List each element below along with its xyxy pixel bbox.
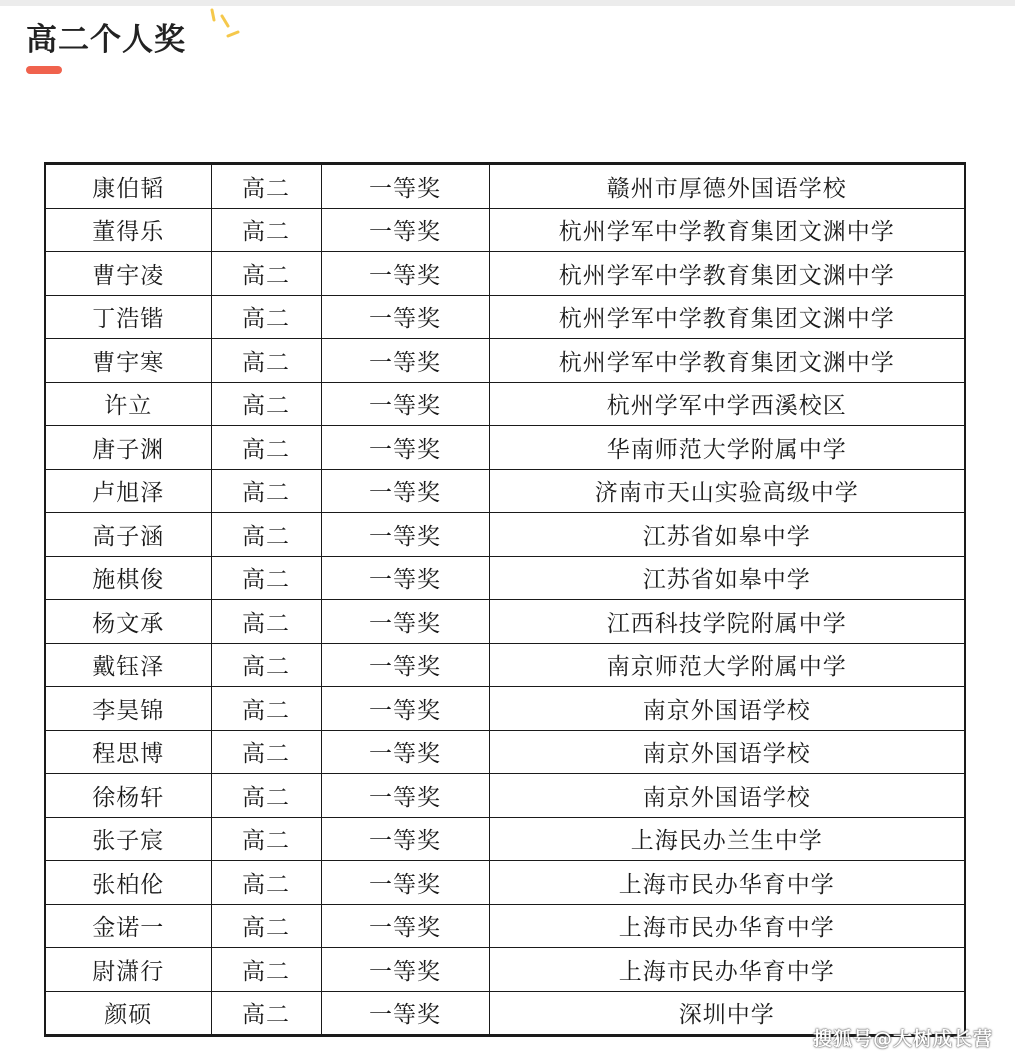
school-name-cell: 江西科技学院附属中学	[489, 600, 965, 644]
student-name-cell: 李昊锦	[45, 687, 211, 731]
award-level-cell: 一等奖	[321, 774, 489, 818]
grade-cell: 高二	[211, 861, 321, 905]
school-name-cell: 南京外国语学校	[489, 687, 965, 731]
top-bar	[0, 0, 1015, 6]
school-name-cell: 上海市民办华育中学	[489, 861, 965, 905]
grade-cell: 高二	[211, 252, 321, 296]
title-underline	[26, 66, 62, 74]
table-row	[45, 164, 965, 209]
school-name-cell: 上海市民办华育中学	[489, 948, 965, 992]
school-name-cell: 杭州学军中学教育集团文渊中学	[489, 295, 965, 339]
school-name-cell: 江苏省如皋中学	[489, 556, 965, 600]
student-name-cell: 许立	[45, 382, 211, 426]
award-level-cell: 一等奖	[321, 904, 489, 948]
table-row	[45, 861, 965, 905]
school-name-cell: 杭州学军中学教育集团文渊中学	[489, 208, 965, 252]
grade-cell: 高二	[211, 513, 321, 557]
award-level-cell: 一等奖	[321, 513, 489, 557]
table-row	[45, 469, 965, 513]
student-name-cell: 曹宇凌	[45, 252, 211, 296]
table-row	[45, 600, 965, 644]
table-row	[45, 948, 965, 992]
school-name-cell: 南京师范大学附属中学	[489, 643, 965, 687]
award-table-body	[45, 164, 965, 1036]
grade-cell: 高二	[211, 687, 321, 731]
award-level-cell: 一等奖	[321, 426, 489, 470]
student-name-cell: 金诺一	[45, 904, 211, 948]
award-level-cell: 一等奖	[321, 730, 489, 774]
table-row	[45, 904, 965, 948]
grade-cell: 高二	[211, 643, 321, 687]
school-name-cell: 上海民办兰生中学	[489, 817, 965, 861]
student-name-cell: 颜硕	[45, 991, 211, 1036]
student-name-cell: 董得乐	[45, 208, 211, 252]
award-level-cell: 一等奖	[321, 556, 489, 600]
table-row	[45, 252, 965, 296]
award-level-cell: 一等奖	[321, 687, 489, 731]
school-name-cell: 南京外国语学校	[489, 730, 965, 774]
table-row	[45, 730, 965, 774]
award-level-cell: 一等奖	[321, 991, 489, 1036]
table-row	[45, 339, 965, 383]
award-level-cell: 一等奖	[321, 600, 489, 644]
grade-cell: 高二	[211, 469, 321, 513]
school-name-cell: 华南师范大学附属中学	[489, 426, 965, 470]
grade-cell: 高二	[211, 817, 321, 861]
school-name-cell: 江苏省如皋中学	[489, 513, 965, 557]
table-row	[45, 556, 965, 600]
table-row	[45, 774, 965, 818]
award-level-cell: 一等奖	[321, 861, 489, 905]
grade-cell: 高二	[211, 426, 321, 470]
student-name-cell: 杨文承	[45, 600, 211, 644]
award-table	[44, 162, 966, 1037]
grade-cell: 高二	[211, 164, 321, 209]
grade-cell: 高二	[211, 730, 321, 774]
table-row	[45, 208, 965, 252]
student-name-cell: 康伯韬	[45, 164, 211, 209]
grade-cell: 高二	[211, 774, 321, 818]
school-name-cell: 上海市民办华育中学	[489, 904, 965, 948]
table-row	[45, 817, 965, 861]
student-name-cell: 戴钰泽	[45, 643, 211, 687]
watermark: 搜狐号@大树成长营	[812, 1028, 993, 1050]
grade-cell: 高二	[211, 948, 321, 992]
award-level-cell: 一等奖	[321, 208, 489, 252]
student-name-cell: 唐子渊	[45, 426, 211, 470]
student-name-cell: 丁浩锴	[45, 295, 211, 339]
student-name-cell: 施棋俊	[45, 556, 211, 600]
award-level-cell: 一等奖	[321, 643, 489, 687]
school-name-cell: 杭州学军中学教育集团文渊中学	[489, 339, 965, 383]
student-name-cell: 尉潇行	[45, 948, 211, 992]
award-level-cell: 一等奖	[321, 382, 489, 426]
school-name-cell: 深圳中学	[489, 991, 965, 1036]
award-level-cell: 一等奖	[321, 164, 489, 209]
student-name-cell: 曹宇寒	[45, 339, 211, 383]
award-level-cell: 一等奖	[321, 295, 489, 339]
school-name-cell: 杭州学军中学西溪校区	[489, 382, 965, 426]
grade-cell: 高二	[211, 600, 321, 644]
grade-cell: 高二	[211, 556, 321, 600]
grade-cell: 高二	[211, 991, 321, 1036]
table-row	[45, 295, 965, 339]
table-row	[45, 426, 965, 470]
grade-cell: 高二	[211, 382, 321, 426]
grade-cell: 高二	[211, 208, 321, 252]
table-row	[45, 382, 965, 426]
student-name-cell: 张子宸	[45, 817, 211, 861]
table-row	[45, 513, 965, 557]
award-level-cell: 一等奖	[321, 339, 489, 383]
school-name-cell: 南京外国语学校	[489, 774, 965, 818]
student-name-cell: 程思博	[45, 730, 211, 774]
grade-cell: 高二	[211, 295, 321, 339]
award-level-cell: 一等奖	[321, 948, 489, 992]
school-name-cell: 杭州学军中学教育集团文渊中学	[489, 252, 965, 296]
school-name-cell: 赣州市厚德外国语学校	[489, 164, 965, 209]
school-name-cell: 济南市天山实验高级中学	[489, 469, 965, 513]
award-level-cell: 一等奖	[321, 817, 489, 861]
table-row	[45, 643, 965, 687]
student-name-cell: 高子涵	[45, 513, 211, 557]
page-title: 高二个人奖	[26, 22, 186, 58]
student-name-cell: 徐杨轩	[45, 774, 211, 818]
sparkle-icon	[204, 4, 244, 44]
student-name-cell: 卢旭泽	[45, 469, 211, 513]
student-name-cell: 张柏伦	[45, 861, 211, 905]
grade-cell: 高二	[211, 339, 321, 383]
award-level-cell: 一等奖	[321, 252, 489, 296]
award-level-cell: 一等奖	[321, 469, 489, 513]
table-row	[45, 687, 965, 731]
grade-cell: 高二	[211, 904, 321, 948]
